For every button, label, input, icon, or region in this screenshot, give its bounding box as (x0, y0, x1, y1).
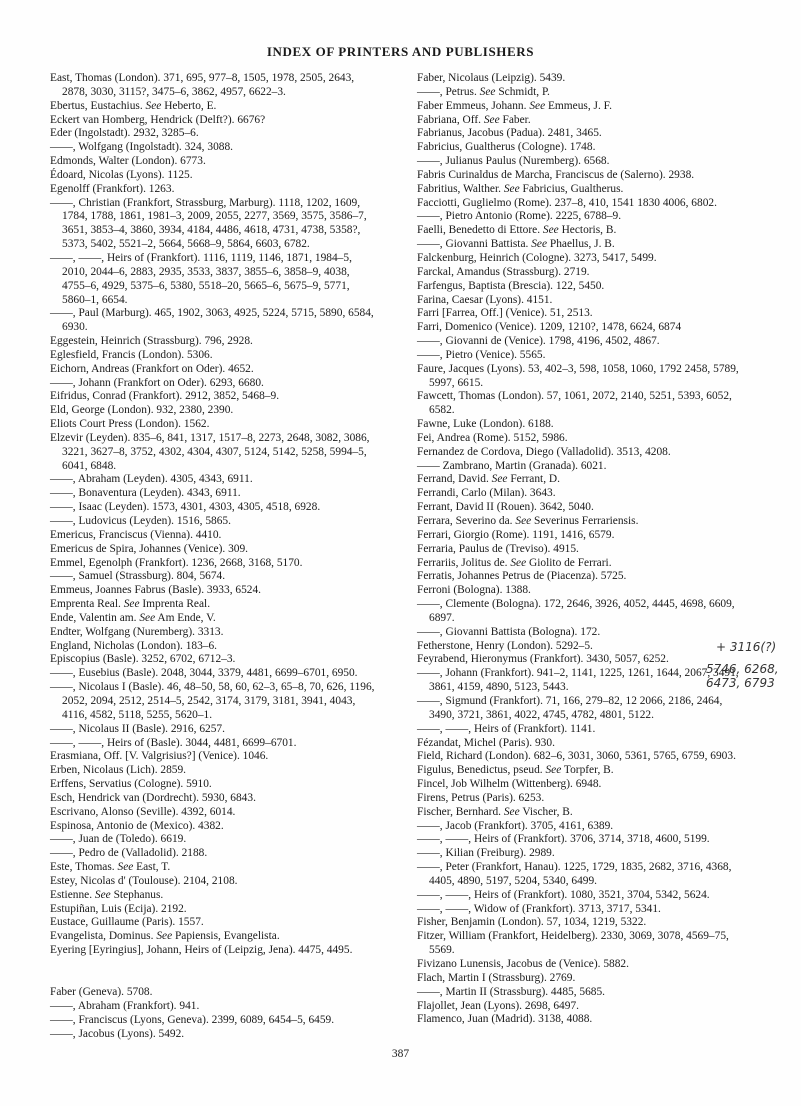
index-entry: ——, Peter (Frankfort, Hanau). 1225, 1729, 1835, 2682, 3716, 4368, 4405, 4890, 5197, 5204, 5340, 6499. (417, 861, 732, 887)
index-entry: Fabris Curinaldus de Marcha, Franciscus de (Salerno). 2938. (417, 168, 695, 181)
index-entry: Ferrariis, Jolitus de. See Giolito de Ferrari. (417, 556, 612, 569)
index-entry: Fabriana, Off. See Faber. (417, 113, 531, 126)
index-entry: ——, Juan de (Toledo). 6619. (50, 833, 187, 846)
index-entry: Emmeus, Joannes Fabrus (Basle). 3933, 6524. (50, 584, 262, 597)
index-entry: Flamenco, Juan (Madrid). 3138, 4088. (417, 1013, 593, 1026)
index-entry: ——, Abraham (Frankfort). 941. (50, 999, 200, 1012)
index-entry: Figulus, Benedictus, pseud. See Torpfer, B. (417, 764, 614, 777)
index-entry: Erasmiana, Off. [V. Valgrisius?] (Venice). 1046. (50, 750, 269, 763)
index-entry: ——, Eusebius (Basle). 2048, 3044, 3379, 4481, 6699–6701, 6950. (50, 667, 358, 680)
index-entry: Fabritius, Walther. See Fabricius, Gualtherus. (417, 182, 624, 195)
index-entry: Estey, Nicolas d' (Toulouse). 2104, 2108. (50, 874, 238, 887)
index-column-left (50, 72, 378, 1041)
index-entry: Farina, Caesar (Lyons). 4151. (417, 293, 553, 306)
index-entry: ——, ——, Heirs of (Basle). 3044, 4481, 6699–6701. (50, 736, 297, 749)
index-entry: Ferrari, Giorgio (Rome). 1191, 1416, 6579. (417, 528, 615, 541)
index-entry: Faber, Nicolaus (Leipzig). 5439. (417, 72, 566, 84)
index-entry: Faelli, Benedetto di Ettore. See Hectoris, B. (417, 224, 617, 237)
index-entry: Emmel, Egenolph (Frankfort). 1236, 2668, 3168, 5170. (50, 556, 303, 569)
page-title: INDEX OF PRINTERS AND PUBLISHERS (266, 44, 535, 59)
index-entry: ——, ——, Widow of (Frankfort). 3713, 3717, 5341. (417, 902, 661, 915)
index-entry: Ferroni (Bologna). 1388. (417, 584, 531, 597)
index-entry: Faure, Jacques (Lyons). 53, 402–3, 598, 1058, 1060, 1792 2458, 5789, 5997, 6615. (417, 362, 739, 389)
index-entry: Fabricius, Gualtherus (Cologne). 1748. (417, 141, 596, 154)
index-entry: Episcopius (Basle). 3252, 6702, 6712–3. (50, 653, 236, 666)
index-entry: Erffens, Servatius (Cologne). 5910. (50, 778, 212, 791)
index-entry: Firens, Petrus (Paris). 6253. (417, 791, 545, 804)
index-entry: Emericus de Spira, Johannes (Venice). 309. (50, 542, 249, 555)
index-entry: Ferrant, David II (Rouen). 3642, 5040. (417, 501, 594, 514)
index-entry: Esch, Hendrick van (Dordrecht). 5930, 6843. (50, 791, 256, 804)
index-entry: Escrivano, Alonso (Seville). 4392, 6014. (50, 805, 236, 818)
index-entry: Farckal, Amandus (Strassburg). 2719. (417, 265, 590, 278)
index-column-right (417, 72, 747, 1027)
index-entry: ——, Giovanni de (Venice). 1798, 4196, 4502, 4867. (417, 335, 660, 348)
index-entry: Elzevir (Leyden). 835–6, 841, 1317, 1517–8, 2273, 2648, 3082, 3086, 3221, 3627–8, 3752, 4302, 4304, 4307, 5124, 5142, 5258, 5994–5, 6041, 6848. (50, 431, 370, 472)
index-entry: ——, Paul (Marburg). 465, 1902, 3063, 4925, 5224, 5715, 5890, 6584, 6930. (50, 307, 374, 334)
index-entry: ——, Kilian (Freiburg). 2989. (417, 847, 555, 860)
index-entry: Farri [Farrea, Off.] (Venice). 51, 2513. (417, 307, 593, 320)
page-number: 387 (391, 1048, 410, 1060)
index-entry: ——, Franciscus (Lyons, Geneva). 2399, 6089, 6454–5, 6459. (50, 1013, 335, 1026)
index-entry: Eder (Ingolstadt). 2932, 3285–6. (50, 127, 199, 140)
index-entry: Fischer, Bernhard. See Vischer, B. (417, 805, 573, 818)
index-entry: ——, Johann (Frankfort on Oder). 6293, 6680. (50, 376, 264, 389)
index-entry: Field, Richard (London). 682–6, 3031, 3060, 5361, 5765, 6759, 6903. (417, 750, 736, 763)
index-entry: ——, Petrus. See Schmidt, P. (417, 85, 550, 98)
index-entry: England, Nicholas (London). 183–6. (50, 639, 218, 652)
index-entry: ——, Bonaventura (Leyden). 4343, 6911. (50, 487, 241, 500)
index-entry: ——, Julianus Paulus (Nuremberg). 6568. (417, 155, 610, 168)
index-entry: ——, Jacobus (Lyons). 5492. (50, 1027, 185, 1040)
index-entry: Eichorn, Andreas (Frankfort on Oder). 4652. (50, 362, 254, 375)
index-entry: Édoard, Nicolas (Lyons). 1125. (50, 168, 193, 181)
index-entry: Ferrand, David. See Ferrant, D. (417, 473, 560, 486)
index-entry: ——, ——, Heirs of (Frankfort). 1141. (417, 722, 596, 735)
index-entry: Evangelista, Dominus. See Papiensis, Evangelista. (50, 930, 280, 943)
index-entry: ——, ——, Heirs of (Frankfort). 3706, 3714, 3718, 4600, 5199. (417, 833, 710, 846)
index-entry: Estupiñan, Luis (Ecija). 2192. (50, 902, 187, 915)
index-entry: East, Thomas (London). 371, 695, 977–8, 1505, 1978, 2505, 2643, 2878, 3030, 3115?, 3475–6, 3862, 4957, 6622–3. (50, 72, 355, 98)
index-entry: Farri, Domenico (Venice). 1209, 1210?, 1478, 6624, 6874 (417, 321, 682, 334)
index-entry: —— Zambrano, Martin (Granada). 6021. (417, 459, 607, 472)
index-entry: ——, Christian (Frankfort, Strassburg, Marburg). 1118, 1202, 1609, 1784, 1788, 1861, 1981–3, 2009, 2055, 2277, 3569, 3575, 3586–7, 3651, 3853–4, 3860, 3934, 4184, 4486, 4618, 4731, 4738, 5358?, 5373, 5402, 5521–2, 5664, 5668–9, 5864, 6603, 6782. (50, 196, 367, 251)
index-entry: ——, Isaac (Leyden). 1573, 4301, 4303, 4305, 4518, 6928. (50, 501, 321, 514)
index-entry: Fitzer, William (Frankfort, Heidelberg). 2330, 3069, 3078, 4569–75, 5569. (417, 930, 729, 957)
index-entry: Fei, Andrea (Rome). 5152, 5986. (417, 431, 568, 444)
handwritten-annotation: + 3116(?) (716, 640, 777, 654)
index-entry: Faber (Geneva). 5708. (50, 986, 153, 998)
index-entry: Fabrianus, Jacobus (Padua). 2481, 3465. (417, 127, 602, 140)
index-entry: Ferrara, Severino da. See Severinus Ferrariensis. (417, 515, 639, 527)
index-entry: Facciotti, Guglielmo (Rome). 237–8, 410, 1541 1830 4006, 6802. (417, 196, 717, 209)
index-entry: ——, Ludovicus (Leyden). 1516, 5865. (50, 515, 231, 527)
index-entry: Falckenburg, Heinrich (Cologne). 3273, 5417, 5499. (417, 251, 657, 264)
handwritten-annotation: 6473, 6793 (706, 676, 775, 690)
index-entry: Erben, Nicolaus (Lich). 2859. (50, 764, 187, 777)
index-entry: Ferraria, Paulus de (Treviso). 4915. (417, 542, 579, 555)
index-entry: Fawne, Luke (London). 6188. (417, 418, 554, 431)
index-entry: Emericus, Franciscus (Vienna). 4410. (50, 528, 222, 541)
index-entry: Emprenta Real. See Imprenta Real. (50, 598, 211, 611)
index-entry: ——, Clemente (Bologna). 172, 2646, 3926, 4052, 4445, 4698, 6609, 6897. (417, 598, 735, 624)
index-entry: Farfengus, Baptista (Brescia). 122, 5450. (417, 279, 605, 292)
index-entry: Fernandez de Cordova, Diego (Valladolid). 3513, 4208. (417, 445, 671, 458)
index-entry: Ende, Valentin am. See Am Ende, V. (50, 611, 216, 624)
index-entry: Eliots Court Press (London). 1562. (50, 418, 210, 431)
index-entry: ——, Pedro de (Valladolid). 2188. (50, 847, 208, 860)
index-entry: ——, Sigmund (Frankfort). 71, 166, 279–82, 12 2066, 2186, 2464, 3490, 3721, 3861, 4022, 4745, 4782, 4801, 5122. (417, 694, 723, 721)
index-entry: Ferratis, Johannes Petrus de (Piacenza). 5725. (417, 570, 627, 583)
index-entry: Fawcett, Thomas (London). 57, 1061, 2072, 2140, 5251, 5393, 6052, 6582. (417, 390, 732, 417)
index-entry: Edmonds, Walter (London). 6773. (50, 155, 206, 168)
index-entry: Espinosa, Antonio de (Mexico). 4382. (50, 819, 224, 832)
index-entry: ——, Pietro (Venice). 5565. (417, 348, 546, 361)
index-entry: Egenolff (Frankfort). 1263. (50, 182, 175, 195)
index-entry: Faber Emmeus, Johann. See Emmeus, J. F. (417, 99, 612, 112)
index-entry: Fivizano Lunensis, Jacobus de (Venice). 5882. (417, 958, 629, 970)
index-entry: Endter, Wolfgang (Nuremberg). 3313. (50, 625, 224, 638)
index-entry: Eggestein, Heinrich (Strassburg). 796, 2928. (50, 335, 253, 348)
index-entry: Eifridus, Conrad (Frankfort). 2912, 3852, 5468–9. (50, 390, 280, 403)
index-entry: Fincel, Job Wilhelm (Wittenberg). 6948. (417, 778, 602, 791)
index-entry: ——, Nicolaus II (Basle). 2916, 6257. (50, 722, 225, 735)
index-entry: Eglesfield, Francis (London). 5306. (50, 348, 213, 361)
index-entry: Flajollet, Jean (Lyons). 2698, 6497. (417, 999, 579, 1012)
index-entry: Fézandat, Michel (Paris). 930. (417, 736, 555, 749)
index-entry: ——, Giovanni Battista (Bologna). 172. (417, 625, 601, 638)
handwritten-annotation: 5746, 6268, (706, 662, 779, 676)
index-entry: ——, Giovanni Battista. See Phaellus, J. B. (417, 238, 615, 251)
index-entry: Ebertus, Eustachius. See Heberto, E. (50, 99, 217, 112)
index-entry: ——, Wolfgang (Ingolstadt). 324, 3088. (50, 141, 233, 154)
index-entry: ——, Jacob (Frankfort). 3705, 4161, 6389. (417, 819, 614, 832)
index-entry: Feyrabend, Hieronymus (Frankfort). 3430, 5057, 6252. (417, 653, 669, 666)
index-entry: ——, Samuel (Strassburg). 804, 5674. (50, 570, 226, 583)
index-entry: Este, Thomas. See East, T. (50, 861, 171, 874)
index-entry: Eyering [Eyringius], Johann, Heirs of (Leipzig, Jena). 4475, 4495. (50, 944, 353, 957)
index-entry: ——, ——, Heirs of (Frankfort). 1116, 1119, 1146, 1871, 1984–5, 2010, 2044–6, 2883, 2935, 3533, 3837, 3855–6, 3858–9, 4038, 4755–6, 4929, 5375–6, 5380, 5518–20, 5665–6, 5675–9, 5771, 5860–1, 6654. (50, 251, 352, 306)
index-entry: Estienne. See Stephanus. (50, 888, 164, 901)
index-entry: Eckert van Homberg, Hendrick (Delft?). 6676? (50, 113, 266, 126)
index-entry: ——, Martin II (Strassburg). 4485, 5685. (417, 985, 606, 998)
index-entry: ——, Nicolaus I (Basle). 46, 48–50, 58, 60, 62–3, 65–8, 70, 626, 1196, 2052, 2094, 2512, 2514–5, 2542, 3174, 3179, 3181, 3941, 4043, 4116, 4582, 5118, 5255, 5620–1. (50, 681, 375, 721)
index-entry: ——, Johann (Frankfort). 941–2, 1141, 1225, 1261, 1644, 2067, 3491, 3861, 4159, 4890, 5123, 5443. (417, 667, 739, 694)
section-spacer (50, 958, 378, 986)
index-entry: Eld, George (London). 932, 2380, 2390. (50, 404, 234, 417)
index-entry: ——, ——, Heirs of (Frankfort). 1080, 3521, 3704, 5342, 5624. (417, 888, 710, 901)
index-entry: ——, Pietro Antonio (Rome). 2225, 6788–9. (417, 210, 622, 223)
index-entry: Ferrandi, Carlo (Milan). 3643. (417, 487, 556, 500)
index-entry: Eustace, Guillaume (Paris). 1557. (50, 916, 204, 929)
index-entry: ——, Abraham (Leyden). 4305, 4343, 6911. (50, 473, 253, 486)
index-entry: Fisher, Benjamin (London). 57, 1034, 1219, 5322. (417, 916, 647, 929)
index-entry: Flach, Martin I (Strassburg). 2769. (417, 971, 576, 984)
index-entry: Fetherstone, Henry (London). 5292–5. (417, 639, 593, 652)
